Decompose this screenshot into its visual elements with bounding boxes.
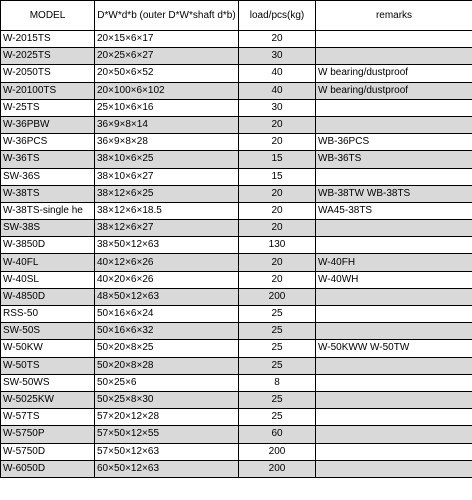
cell-dims: 20×100×6×102 bbox=[95, 82, 239, 99]
table-row bbox=[1, 288, 472, 305]
cell-remarks: WA45-38TS bbox=[316, 202, 472, 219]
cell-model: W-5750P bbox=[1, 426, 95, 443]
cell-dims: 38×12×6×27 bbox=[95, 220, 239, 237]
cell-dims: 50×25×8×30 bbox=[95, 391, 239, 408]
cell-load: 200 bbox=[239, 460, 316, 477]
table-row bbox=[1, 99, 472, 116]
cell-load: 15 bbox=[239, 168, 316, 185]
cell-dims: 40×20×6×26 bbox=[95, 271, 239, 288]
cell-dims: 57×20×12×28 bbox=[95, 409, 239, 426]
cell-remarks bbox=[316, 426, 472, 443]
table-row bbox=[1, 426, 472, 443]
cell-load: 40 bbox=[239, 65, 316, 82]
cell-dims: 50×25×6 bbox=[95, 374, 239, 391]
cell-remarks bbox=[316, 391, 472, 408]
cell-remarks: WB-38TW WB-38TS bbox=[316, 185, 472, 202]
table-row bbox=[1, 116, 472, 133]
cell-remarks bbox=[316, 323, 472, 340]
cell-remarks: W-40FH bbox=[316, 254, 472, 271]
cell-load: 130 bbox=[239, 237, 316, 254]
cell-remarks: W-50KWW W-50TW bbox=[316, 340, 472, 357]
cell-load: 20 bbox=[239, 271, 316, 288]
cell-model: W-38TS-single he bbox=[1, 202, 95, 219]
cell-load: 25 bbox=[239, 409, 316, 426]
cell-remarks bbox=[316, 460, 472, 477]
cell-dims: 40×12×6×26 bbox=[95, 254, 239, 271]
cell-dims: 57×50×12×55 bbox=[95, 426, 239, 443]
cell-dims: 50×16×6×24 bbox=[95, 306, 239, 323]
cell-model: W-3850D bbox=[1, 237, 95, 254]
cell-remarks bbox=[316, 168, 472, 185]
table-body bbox=[1, 31, 472, 478]
cell-load: 20 bbox=[239, 134, 316, 151]
table-row bbox=[1, 357, 472, 374]
cell-model: W-38TS bbox=[1, 185, 95, 202]
table-row bbox=[1, 340, 472, 357]
cell-model: W-4850D bbox=[1, 288, 95, 305]
table-row bbox=[1, 202, 472, 219]
cell-dims: 20×50×6×52 bbox=[95, 65, 239, 82]
cell-load: 30 bbox=[239, 48, 316, 65]
cell-model: W-40FL bbox=[1, 254, 95, 271]
table-row bbox=[1, 306, 472, 323]
cell-load: 200 bbox=[239, 443, 316, 460]
header-dims: D*W*d*b (outer D*W*shaft d*b) bbox=[95, 1, 239, 31]
cell-dims: 57×50×12×63 bbox=[95, 443, 239, 460]
cell-remarks bbox=[316, 99, 472, 116]
cell-load: 25 bbox=[239, 323, 316, 340]
cell-model: W-57TS bbox=[1, 409, 95, 426]
cell-model: W-2050TS bbox=[1, 65, 95, 82]
header-load: load/pcs(kg) bbox=[239, 1, 316, 31]
cell-model: SW-36S bbox=[1, 168, 95, 185]
cell-dims: 38×12×6×25 bbox=[95, 185, 239, 202]
cell-load: 60 bbox=[239, 426, 316, 443]
cell-dims: 36×9×8×28 bbox=[95, 134, 239, 151]
cell-model: SW-50S bbox=[1, 323, 95, 340]
cell-model: W-2015TS bbox=[1, 31, 95, 48]
header-row bbox=[1, 1, 472, 31]
cell-remarks bbox=[316, 31, 472, 48]
cell-dims: 38×50×12×63 bbox=[95, 237, 239, 254]
cell-remarks bbox=[316, 116, 472, 133]
cell-load: 8 bbox=[239, 374, 316, 391]
table-row bbox=[1, 168, 472, 185]
cell-remarks bbox=[316, 409, 472, 426]
cell-load: 20 bbox=[239, 116, 316, 133]
table-row bbox=[1, 48, 472, 65]
table-row bbox=[1, 237, 472, 254]
cell-dims: 50×20×8×28 bbox=[95, 357, 239, 374]
cell-model: W-36PCS bbox=[1, 134, 95, 151]
table-row bbox=[1, 31, 472, 48]
cell-load: 40 bbox=[239, 82, 316, 99]
cell-model: W-36PBW bbox=[1, 116, 95, 133]
table-row bbox=[1, 409, 472, 426]
table-row bbox=[1, 151, 472, 168]
header-model: MODEL bbox=[1, 1, 95, 31]
table-row bbox=[1, 82, 472, 99]
cell-load: 20 bbox=[239, 31, 316, 48]
cell-load: 15 bbox=[239, 151, 316, 168]
cell-model: W-40SL bbox=[1, 271, 95, 288]
header-remarks: remarks bbox=[316, 1, 472, 31]
cell-model: W-6050D bbox=[1, 460, 95, 477]
cell-model: W-5025KW bbox=[1, 391, 95, 408]
cell-load: 200 bbox=[239, 288, 316, 305]
cell-model: W-50KW bbox=[1, 340, 95, 357]
cell-dims: 38×10×6×27 bbox=[95, 168, 239, 185]
cell-load: 20 bbox=[239, 202, 316, 219]
cell-model: W-20100TS bbox=[1, 82, 95, 99]
cell-model: W-2025TS bbox=[1, 48, 95, 65]
cell-remarks: W-40WH bbox=[316, 271, 472, 288]
cell-load: 20 bbox=[239, 254, 316, 271]
table-row bbox=[1, 460, 472, 477]
cell-remarks: WB-36TS bbox=[316, 151, 472, 168]
cell-dims: 50×20×8×25 bbox=[95, 340, 239, 357]
cell-model: SW-38S bbox=[1, 220, 95, 237]
cell-remarks: WB-36PCS bbox=[316, 134, 472, 151]
cell-load: 20 bbox=[239, 185, 316, 202]
table-row bbox=[1, 220, 472, 237]
cell-dims: 20×15×6×17 bbox=[95, 31, 239, 48]
cell-remarks: W bearing/dustproof bbox=[316, 65, 472, 82]
cell-dims: 36×9×8×14 bbox=[95, 116, 239, 133]
cell-remarks bbox=[316, 48, 472, 65]
cell-remarks bbox=[316, 443, 472, 460]
table-row bbox=[1, 391, 472, 408]
table-row bbox=[1, 443, 472, 460]
table-row bbox=[1, 134, 472, 151]
cell-dims: 38×12×6×18.5 bbox=[95, 202, 239, 219]
cell-model: SW-50WS bbox=[1, 374, 95, 391]
cell-remarks bbox=[316, 237, 472, 254]
cell-model: RSS-50 bbox=[1, 306, 95, 323]
cell-load: 25 bbox=[239, 306, 316, 323]
cell-load: 30 bbox=[239, 99, 316, 116]
table-row bbox=[1, 271, 472, 288]
cell-load: 20 bbox=[239, 220, 316, 237]
cell-load: 25 bbox=[239, 391, 316, 408]
cell-dims: 48×50×12×63 bbox=[95, 288, 239, 305]
cell-dims: 20×25×6×27 bbox=[95, 48, 239, 65]
cell-remarks bbox=[316, 220, 472, 237]
cell-remarks bbox=[316, 288, 472, 305]
cell-remarks bbox=[316, 357, 472, 374]
cell-remarks bbox=[316, 306, 472, 323]
cell-model: W-36TS bbox=[1, 151, 95, 168]
cell-dims: 38×10×6×25 bbox=[95, 151, 239, 168]
table-row bbox=[1, 374, 472, 391]
cell-remarks: W bearing/dustproof bbox=[316, 82, 472, 99]
cell-dims: 50×16×6×32 bbox=[95, 323, 239, 340]
cell-model: W-50TS bbox=[1, 357, 95, 374]
cell-model: W-25TS bbox=[1, 99, 95, 116]
table-row bbox=[1, 254, 472, 271]
cell-dims: 25×10×6×16 bbox=[95, 99, 239, 116]
cell-remarks bbox=[316, 374, 472, 391]
cell-model: W-5750D bbox=[1, 443, 95, 460]
cell-dims: 60×50×12×63 bbox=[95, 460, 239, 477]
table-row bbox=[1, 65, 472, 82]
cell-load: 25 bbox=[239, 340, 316, 357]
table-row bbox=[1, 323, 472, 340]
cell-load: 25 bbox=[239, 357, 316, 374]
table-row bbox=[1, 185, 472, 202]
